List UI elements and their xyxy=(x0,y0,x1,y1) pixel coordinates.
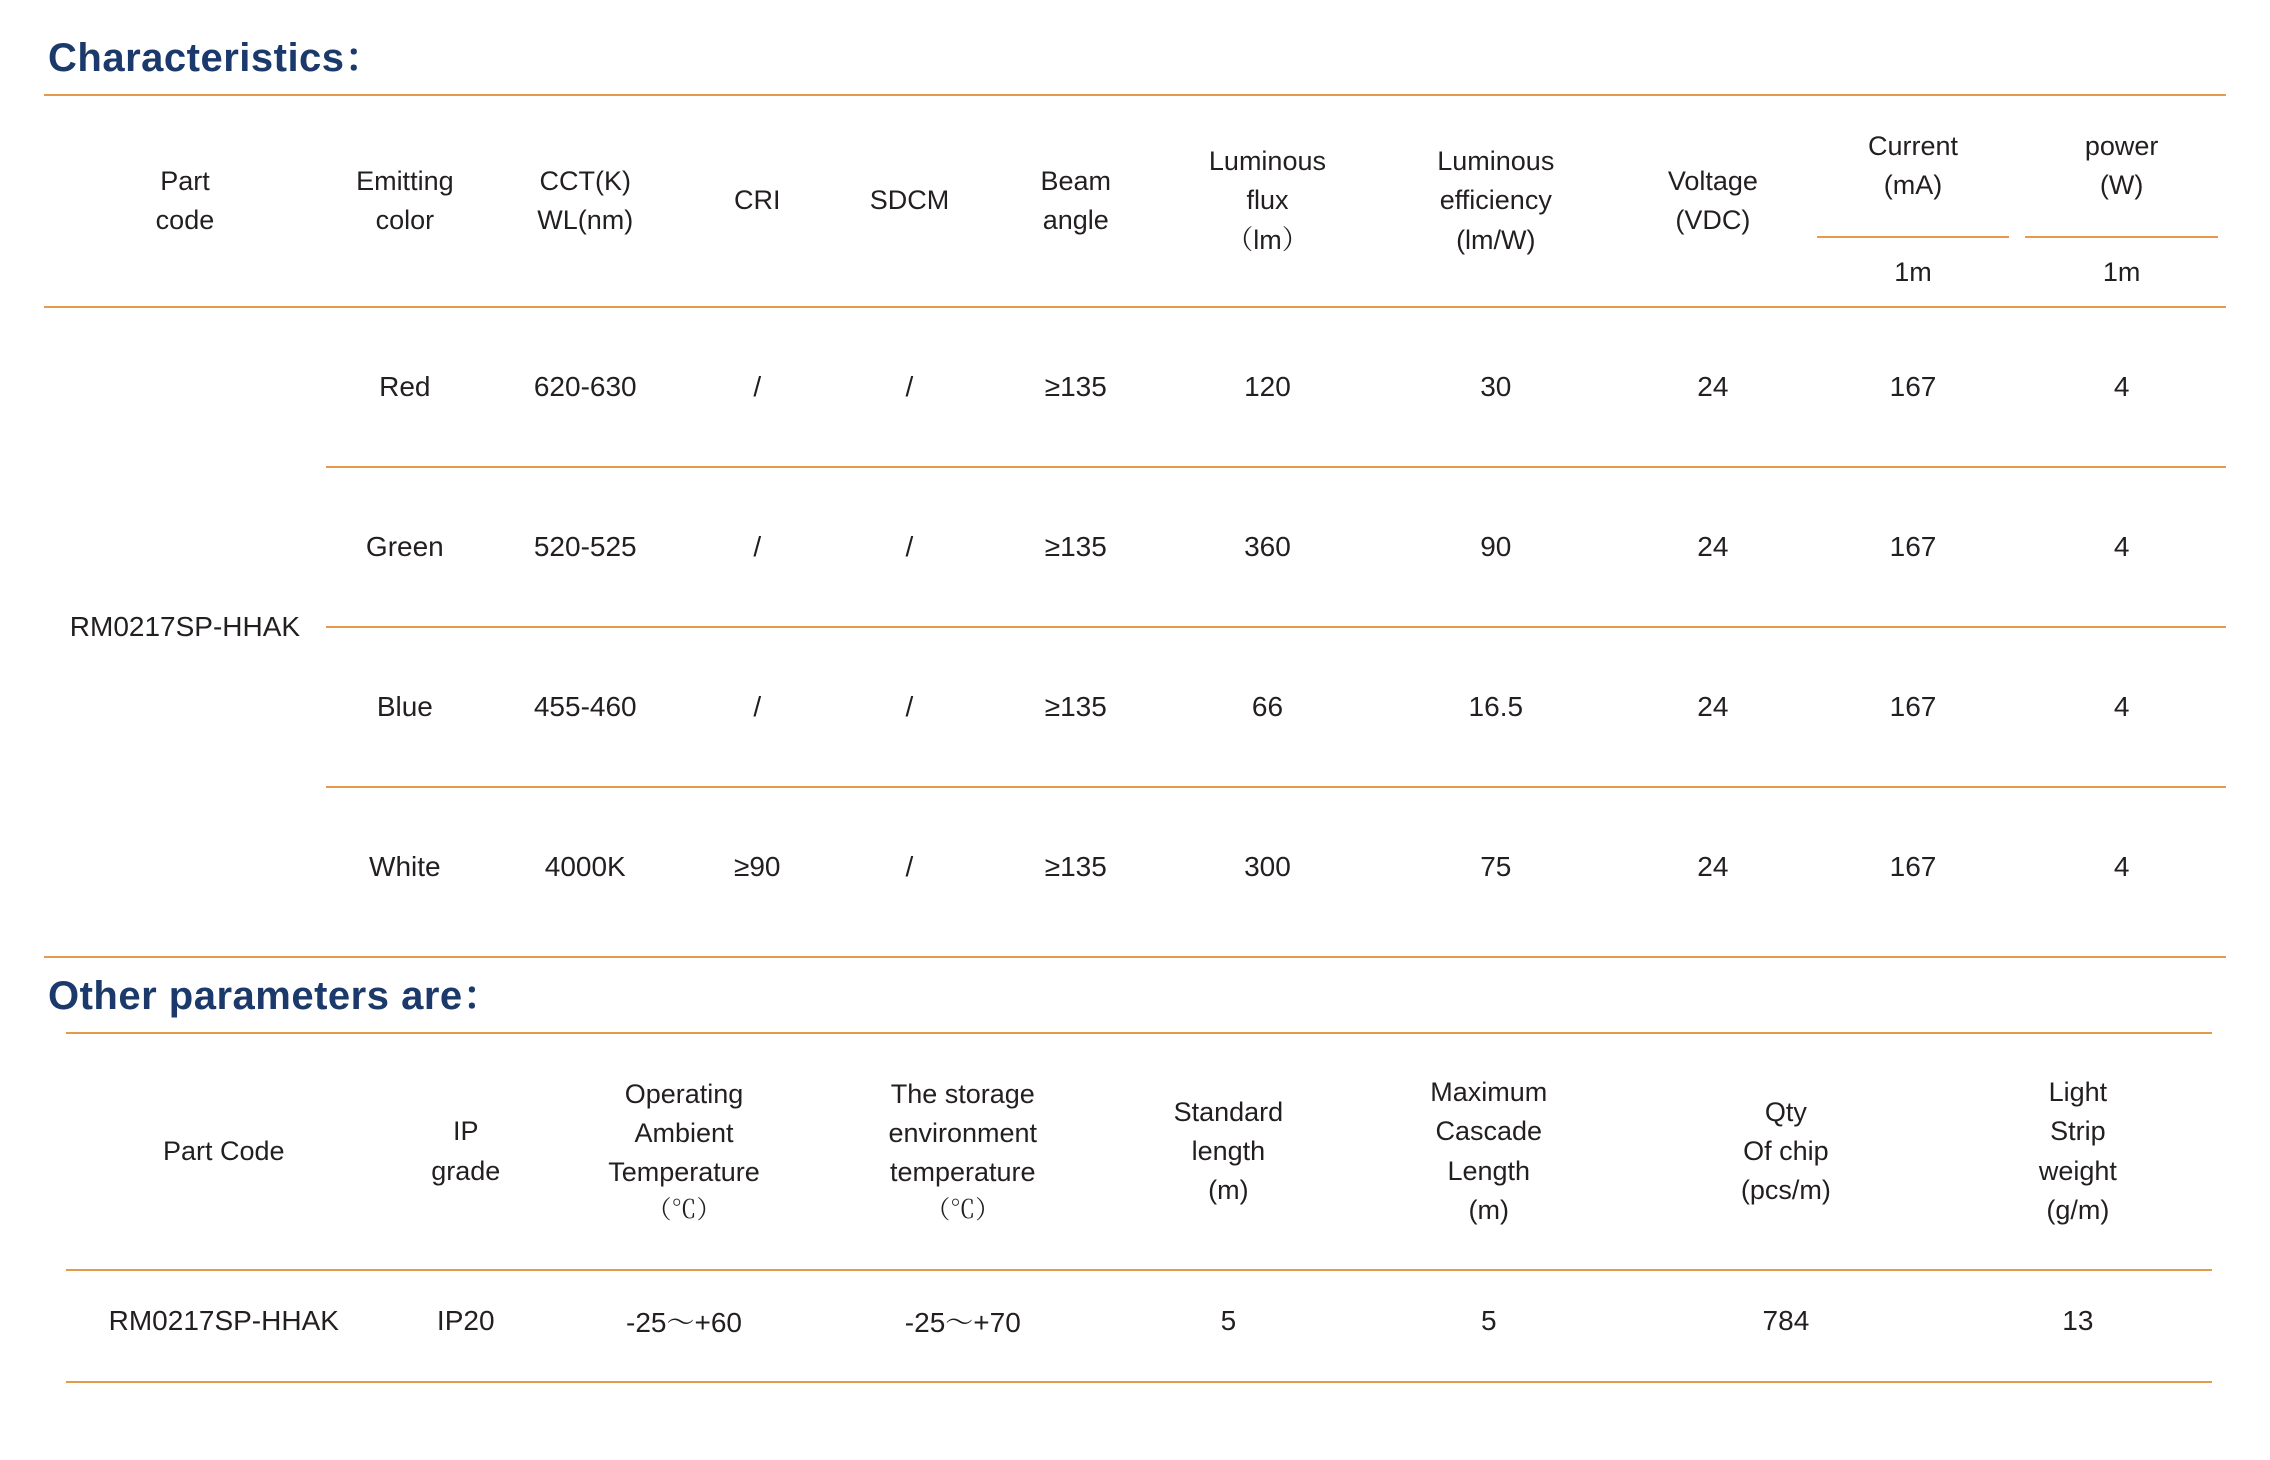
table-row xyxy=(44,628,2226,786)
cell-cct: 455-460 xyxy=(533,691,637,722)
header-qty-of-chip: Qty Of chip (pcs/m) xyxy=(1740,1096,1831,1206)
cell-current: 167 xyxy=(1889,691,1937,722)
cell-cri: / xyxy=(753,691,762,722)
cell-operating-temperature: -25～+60 xyxy=(626,1307,742,1338)
header-light-strip-weight: Light Strip weight (g/m) xyxy=(2038,1077,2117,1225)
other-parameters-title: Other parameters are： xyxy=(48,974,504,1018)
other-parameters-bottom-rule xyxy=(66,1381,2212,1383)
cell-ip-grade: IP20 xyxy=(436,1305,495,1336)
cell-current: 167 xyxy=(1889,371,1937,402)
cell-power: 4 xyxy=(2113,851,2130,882)
header-luminous-flux: Luminous flux （lm） xyxy=(1208,146,1326,255)
cell-part-code: RM0217SP-HHAK xyxy=(108,1305,339,1336)
cell-luminous-efficiency: 75 xyxy=(1480,851,1512,882)
cell-sdcm: / xyxy=(905,851,914,882)
cell-emitting-color: White xyxy=(369,851,441,882)
cell-beam-angle: ≥135 xyxy=(1044,851,1107,882)
characteristics-body xyxy=(44,308,2226,946)
cell-emitting-color: Blue xyxy=(376,691,433,722)
header-emitting-color: Emitting color xyxy=(356,165,454,235)
cell-sdcm: / xyxy=(905,691,914,722)
cell-cct: 520-525 xyxy=(533,531,637,562)
cell-luminous-efficiency: 90 xyxy=(1480,531,1512,562)
cell-luminous-flux: 120 xyxy=(1244,371,1291,402)
cell-storage-temperature: -25～+70 xyxy=(904,1307,1021,1338)
characteristics-table xyxy=(44,96,2226,946)
header-beam-angle: Beam angle xyxy=(1040,165,1112,235)
table-row xyxy=(44,788,2226,946)
table-row xyxy=(44,468,2226,626)
characteristics-header xyxy=(44,96,2226,308)
cell-current: 167 xyxy=(1889,851,1937,882)
cell-power: 4 xyxy=(2113,531,2130,562)
cell-part-code: RM0217SP-HHAK xyxy=(69,611,301,642)
header-power: power (W) 1m xyxy=(2017,96,2226,306)
cell-luminous-flux: 66 xyxy=(1251,691,1284,722)
cell-sdcm: / xyxy=(905,371,914,402)
table-row xyxy=(66,1271,2212,1371)
cell-voltage: 24 xyxy=(1697,371,1729,402)
characteristics-title: Characteristics： xyxy=(48,36,386,80)
cell-cct: 620-630 xyxy=(533,371,637,402)
characteristics-bottom-rule xyxy=(44,956,2226,958)
other-parameters-body xyxy=(66,1271,2212,1371)
cell-voltage: 24 xyxy=(1697,531,1729,562)
cell-luminous-efficiency: 30 xyxy=(1480,371,1512,402)
cell-qty-of-chip: 784 xyxy=(1762,1305,1810,1336)
header-storage-temperature: The storage environment temperature （℃） xyxy=(888,1078,1038,1225)
cell-maximum-cascade-length: 5 xyxy=(1480,1305,1497,1336)
header-operating-ambient-temperature: Operating Ambient Temperature （℃） xyxy=(608,1078,760,1225)
header-luminous-efficiency: Luminous efficiency (lm/W) xyxy=(1437,146,1555,255)
cell-beam-angle: ≥135 xyxy=(1044,691,1107,722)
cell-luminous-efficiency: 16.5 xyxy=(1468,691,1524,722)
cell-emitting-color: Green xyxy=(365,531,444,562)
cell-cri: / xyxy=(753,371,762,402)
other-parameters-table xyxy=(66,1034,2212,1371)
cell-standard-length: 5 xyxy=(1220,1305,1237,1336)
other-parameters-header xyxy=(66,1034,2212,1271)
table-row xyxy=(44,308,2226,466)
header-cri: CRI xyxy=(733,185,781,216)
cell-power: 4 xyxy=(2113,691,2130,722)
cell-cct: 4000K xyxy=(544,851,626,882)
cell-beam-angle: ≥135 xyxy=(1044,371,1107,402)
cell-current: 167 xyxy=(1889,531,1937,562)
header-maximum-cascade-length: Maximum Cascade Length (m) xyxy=(1430,1077,1548,1225)
header-standard-length: Standard length (m) xyxy=(1173,1096,1284,1206)
cell-emitting-color: Red xyxy=(379,371,431,402)
header-cct-wl: CCT(K) WL(nm) xyxy=(537,165,634,235)
cell-luminous-flux: 360 xyxy=(1244,531,1291,562)
header-voltage: Voltage (VDC) xyxy=(1667,165,1758,235)
header-part-code: Part Code xyxy=(163,1135,285,1166)
cell-voltage: 24 xyxy=(1697,691,1729,722)
header-sdcm: SDCM xyxy=(869,185,950,216)
cell-cri: ≥90 xyxy=(733,851,781,882)
cell-beam-angle: ≥135 xyxy=(1044,531,1107,562)
cell-light-strip-weight: 13 xyxy=(2062,1305,2094,1336)
cell-voltage: 24 xyxy=(1697,851,1729,882)
cell-power: 4 xyxy=(2113,371,2130,402)
cell-sdcm: / xyxy=(905,531,914,562)
header-current: Current (mA) 1m xyxy=(1809,96,2018,306)
header-ip-grade: IP grade xyxy=(431,1116,501,1186)
cell-luminous-flux: 300 xyxy=(1244,851,1291,882)
cell-cri: / xyxy=(753,531,762,562)
header-part-code: Part code xyxy=(155,165,215,235)
